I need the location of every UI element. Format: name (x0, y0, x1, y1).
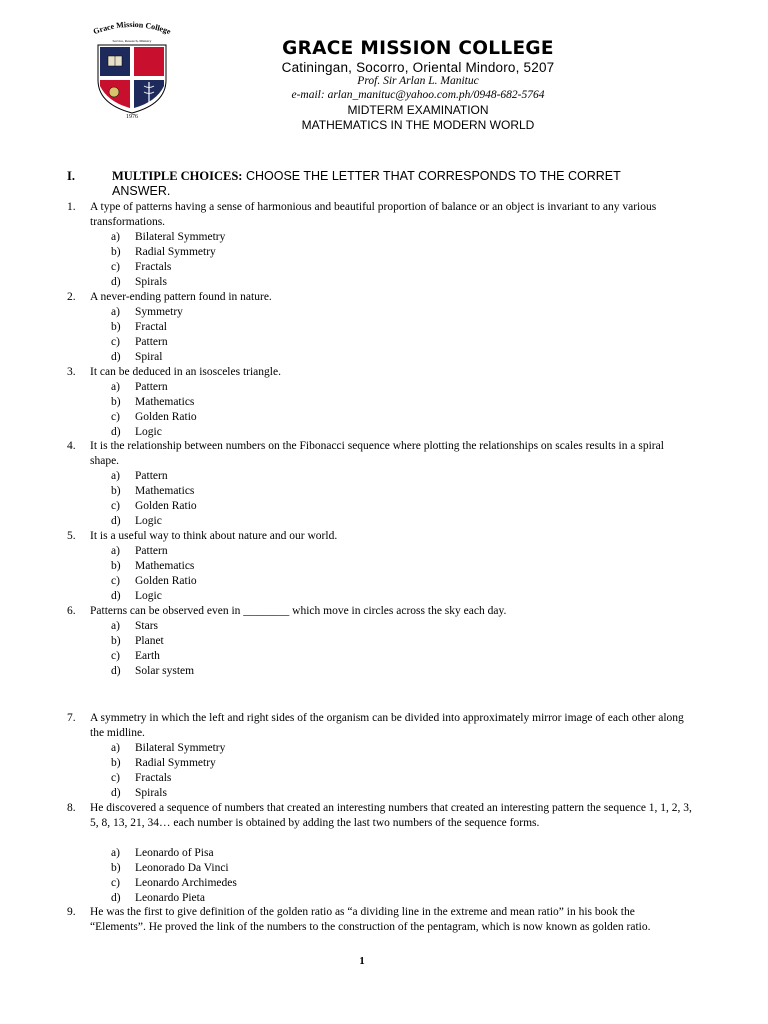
option-letter: a) (111, 742, 120, 754)
option-letter: c) (111, 575, 120, 587)
option-letter: b) (111, 757, 121, 769)
option-text: Bilateral Symmetry (135, 742, 226, 754)
option-letter: b) (111, 246, 121, 258)
option-letter: c) (111, 411, 120, 423)
question-number: 8. (67, 802, 76, 814)
logo-year: 1976 (126, 114, 138, 120)
option-text: Pattern (135, 545, 168, 557)
question-text: A type of patterns having a sense of harmonious and beautiful proportion of balance or an object is invariant to any various transformations. (90, 201, 657, 228)
option-text: Golden Ratio (135, 411, 197, 423)
option-text: Mathematics (135, 396, 195, 408)
option-letter: a) (111, 847, 120, 859)
option-text: Earth (135, 650, 160, 662)
option-text: Logic (135, 590, 162, 602)
option-text: Fractals (135, 772, 172, 784)
option-text: Planet (135, 635, 164, 647)
exam-title: MIDTERM EXAMINATION (347, 103, 489, 117)
option-letter: c) (111, 650, 120, 662)
option-text: Spirals (135, 787, 167, 799)
option-letter: b) (111, 862, 121, 874)
option-letter: b) (111, 485, 121, 497)
option-text: Leonardo Pieta (135, 892, 205, 904)
question-text: A symmetry in which the left and right sides of the organism can be divided into approximately mirror image of each other along the midline. (90, 712, 684, 739)
question-text: He was the first to give definition of the golden ratio as “a dividing line in the extreme and mean ratio” in his book the “Elements”. He proved the link of the numbers to the construction of the pentagram, which is now known as golden ratio. (90, 906, 651, 933)
question-number: 9. (67, 906, 76, 918)
option-letter: b) (111, 635, 121, 647)
option-letter: d) (111, 276, 121, 288)
option-letter: c) (111, 500, 120, 512)
option-text: Fractals (135, 261, 172, 273)
option-letter: d) (111, 787, 121, 799)
option-text: Golden Ratio (135, 575, 197, 587)
question-number: 5. (67, 530, 76, 542)
page-number: 1 (359, 955, 365, 967)
question-text: It is a useful way to think about nature and our world. (90, 530, 338, 542)
option-letter: a) (111, 231, 120, 243)
option-letter: a) (111, 620, 120, 632)
option-text: Golden Ratio (135, 500, 197, 512)
option-text: Stars (135, 620, 158, 632)
option-letter: b) (111, 321, 121, 333)
option-text: Spiral (135, 351, 163, 363)
option-text: Pattern (135, 381, 168, 393)
option-letter: d) (111, 426, 121, 438)
option-text: Spirals (135, 276, 167, 288)
question-number: 2. (67, 291, 76, 303)
option-text: Logic (135, 515, 162, 527)
option-letter: a) (111, 306, 120, 318)
option-letter: d) (111, 892, 121, 904)
option-letter: b) (111, 396, 121, 408)
college-title: GRACE MISSION COLLEGE (282, 38, 554, 59)
question-number: 1. (67, 201, 76, 213)
option-letter: a) (111, 381, 120, 393)
option-text: Fractal (135, 321, 167, 333)
option-letter: c) (111, 261, 120, 273)
option-text: Leonardo of Pisa (135, 847, 214, 859)
option-text: Logic (135, 426, 162, 438)
option-letter: d) (111, 351, 121, 363)
option-text: Radial Symmetry (135, 246, 216, 258)
question-number: 6. (67, 605, 76, 617)
option-text: Mathematics (135, 560, 195, 572)
option-text: Bilateral Symmetry (135, 231, 226, 243)
option-text: Pattern (135, 336, 168, 348)
option-letter: a) (111, 470, 120, 482)
question-text: It is the relationship between numbers on the Fibonacci sequence where plotting the relationships on scales results in a spiral shape. (90, 440, 664, 467)
option-letter: d) (111, 665, 121, 677)
question-number: 3. (67, 366, 76, 378)
option-letter: b) (111, 560, 121, 572)
professor-name: Prof. Sir Arlan L. Manituc (357, 75, 479, 87)
option-letter: d) (111, 590, 121, 602)
option-letter: c) (111, 877, 120, 889)
logo-motto: Service, Research, Ministry (112, 39, 152, 43)
section-number: I. (67, 169, 75, 183)
question-text: Patterns can be observed even in ________ which move in circles across the sky each day. (90, 605, 507, 617)
option-text: Symmetry (135, 306, 183, 318)
question-number: 4. (67, 440, 76, 452)
question-text: He discovered a sequence of numbers that created an interesting numbers that created an interesting pattern the sequence 1, 1, 2, 3, 5, 8, 13, 21, 34… each number is obtained by adding the last two numbers of the sequence forms. (90, 802, 692, 829)
option-text: Mathematics (135, 485, 195, 497)
option-text: Leonardo Archimedes (135, 877, 237, 889)
option-text: Pattern (135, 470, 168, 482)
option-text: Radial Symmetry (135, 757, 216, 769)
college-address: Catiningan, Socorro, Oriental Mindoro, 5207 (281, 60, 555, 75)
option-letter: c) (111, 772, 120, 784)
option-letter: a) (111, 545, 120, 557)
section-label: MULTIPLE CHOICES: (112, 169, 243, 183)
contact-email: e-mail: arlan_manituc@yahoo.com.ph/0948-682-5764 (291, 89, 545, 101)
logo-text: Grace Mission College (92, 19, 173, 37)
option-letter: c) (111, 336, 120, 348)
section-instruction: CHOOSE THE LETTER THAT CORRESPONDS TO THE CORRET ANSWER. (112, 169, 621, 198)
option-letter: d) (111, 515, 121, 527)
question-text: A never-ending pattern found in nature. (90, 291, 272, 303)
subject-title: MATHEMATICS IN THE MODERN WORLD (301, 118, 535, 132)
question-number: 7. (67, 712, 76, 724)
option-text: Leonorado Da Vinci (135, 862, 229, 874)
option-text: Solar system (135, 665, 195, 677)
college-logo (78, 18, 186, 120)
question-text: It can be deduced in an isosceles triangle. (90, 366, 281, 378)
